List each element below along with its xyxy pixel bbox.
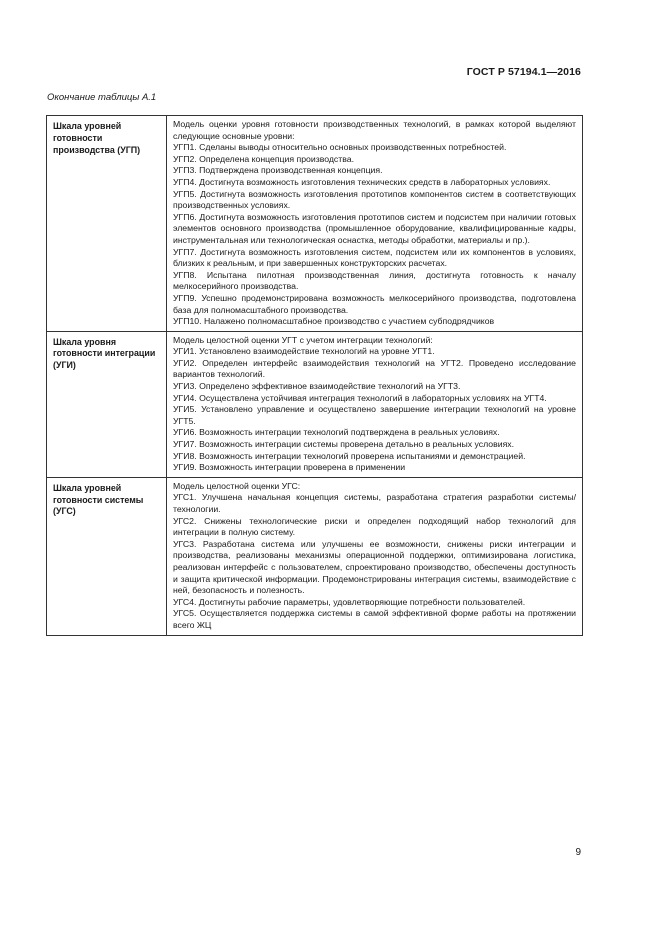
- scale-intro: Модель целостной оценки УГТ с учетом интеграции технологий:: [173, 334, 433, 345]
- scale-level-item: УГС3. Разработана система или улучшены ее возможности, снижены риски интеграции и производства, реализованы механизмы операционной поддержки, оптимизирована логистика, реализован интерфейс с пользователем, спроектировано производство, обеспечены доступность и защита критической информации. Продемонстрированы интеграция системы, взаимодействие с ней, безопасность и полезность.: [173, 538, 576, 596]
- scale-level-item: УГС1. Улучшена начальная концепция системы, разработана стратегия разработки системы/технологии.: [173, 492, 576, 514]
- scale-level-item: УГП3. Подтверждена производственная концепция.: [173, 165, 383, 176]
- scale-level-item: УГП7. Достигнута возможность изготовления систем, подсистем или их компонентов в условиях, близких к реальным, и при завершенных конструкторских расчетах.: [173, 246, 576, 269]
- scale-level-item: УГИ5. Установлено управление и осуществлено завершение интеграции технологий на уровне УГТ5.: [173, 404, 576, 426]
- table-caption: Окончание таблицы А.1: [47, 92, 157, 103]
- scale-level-item: УГИ6. Возможность интеграции технологий подтверждена в реальных условиях.: [173, 427, 500, 438]
- scale-level-item: УГП6. Достигнута возможность изготовления прототипов систем и подсистем при наличии готовых элементов основного производства (промышленное оборудование, квалифицированные кадры, инструментальная или технологическая оснастка, методы обработки, материалы и пр.).: [173, 211, 576, 245]
- table-row: [47, 116, 583, 332]
- scale-level-item: УГИ7. Возможность интеграции системы проверена детально в реальных условиях.: [173, 439, 515, 450]
- scale-level-item: УГС2. Снижены технологические риски и определен подходящий набор технологий для интеграции в полную систему.: [173, 515, 576, 538]
- scale-level-item: УГС5. Осуществляется поддержка системы в самой эффективной форме работы на протяжении всего ЖЦ: [173, 608, 576, 630]
- scale-level-item: УГИ3. Определено эффективное взаимодействие технологий на УГТ3.: [173, 381, 461, 392]
- scale-title: Шкала уровней готовности системы (УГС): [47, 477, 167, 635]
- scale-title: Шкала уровней готовности производства (УГП): [47, 116, 167, 332]
- scale-level-item: УГИ4. Осуществлена устойчивая интеграция технологий в лабораторных условиях на УГТ4.: [173, 392, 547, 403]
- scale-level-item: УГИ9. Возможность интеграции проверена в применении: [173, 462, 406, 473]
- scale-level-item: УГП9. Успешно продемонстрирована возможность мелкосерийного производства, подготовлена база для полномасштабного производства.: [173, 292, 576, 315]
- document-id: ГОСТ Р 57194.1—2016: [466, 66, 581, 78]
- scale-level-item: УГП5. Достигнута возможность изготовления прототипов компонентов систем в соответствующих производственных условиях.: [173, 188, 576, 211]
- scale-level-item: УГИ1. Установлено взаимодействие технологий на уровне УГТ1.: [173, 346, 435, 357]
- table-row: [47, 331, 583, 477]
- scale-level-item: УГП4. Достигнута возможность изготовления технических средств в лабораторных условиях.: [173, 176, 551, 187]
- scale-level-item: УГИ8. Возможность интеграции технологий проверена испытаниями и демонстрацией.: [173, 450, 526, 461]
- scale-level-item: УГИ2. Определен интерфейс взаимодействия технологий на УГТ2. Проведено исследование вариантов технологий.: [173, 357, 576, 380]
- table-row: [47, 477, 583, 635]
- scale-level-item: УГС4. Достигнуты рабочие параметры, удовлетворяющие потребности пользователей.: [173, 596, 526, 607]
- scale-level-item: УГП2. Определена концепция производства.: [173, 153, 355, 164]
- scale-level-item: УГП10. Налажено полномасштабное производство с участием субподрядчиков: [173, 316, 495, 327]
- scale-description: [167, 116, 583, 332]
- scale-title: Шкала уровня готовности интеграции (УГИ): [47, 331, 167, 477]
- readiness-scales-table: [46, 115, 583, 636]
- scale-level-item: УГП1. Сделаны выводы относительно основных производственных потребностей.: [173, 142, 507, 153]
- scale-description: [167, 477, 583, 635]
- scale-intro: Модель целостной оценки УГС:: [173, 480, 301, 491]
- page-number: 9: [575, 847, 581, 858]
- scale-level-item: УГП8. Испытана пилотная производственная линия, достигнута готовность к началу мелкосерийного производства.: [173, 269, 576, 292]
- scale-intro: Модель оценки уровня готовности производственных технологий, в рамках которой выделяют следующие основные уровни:: [173, 119, 576, 141]
- scale-description: [167, 331, 583, 477]
